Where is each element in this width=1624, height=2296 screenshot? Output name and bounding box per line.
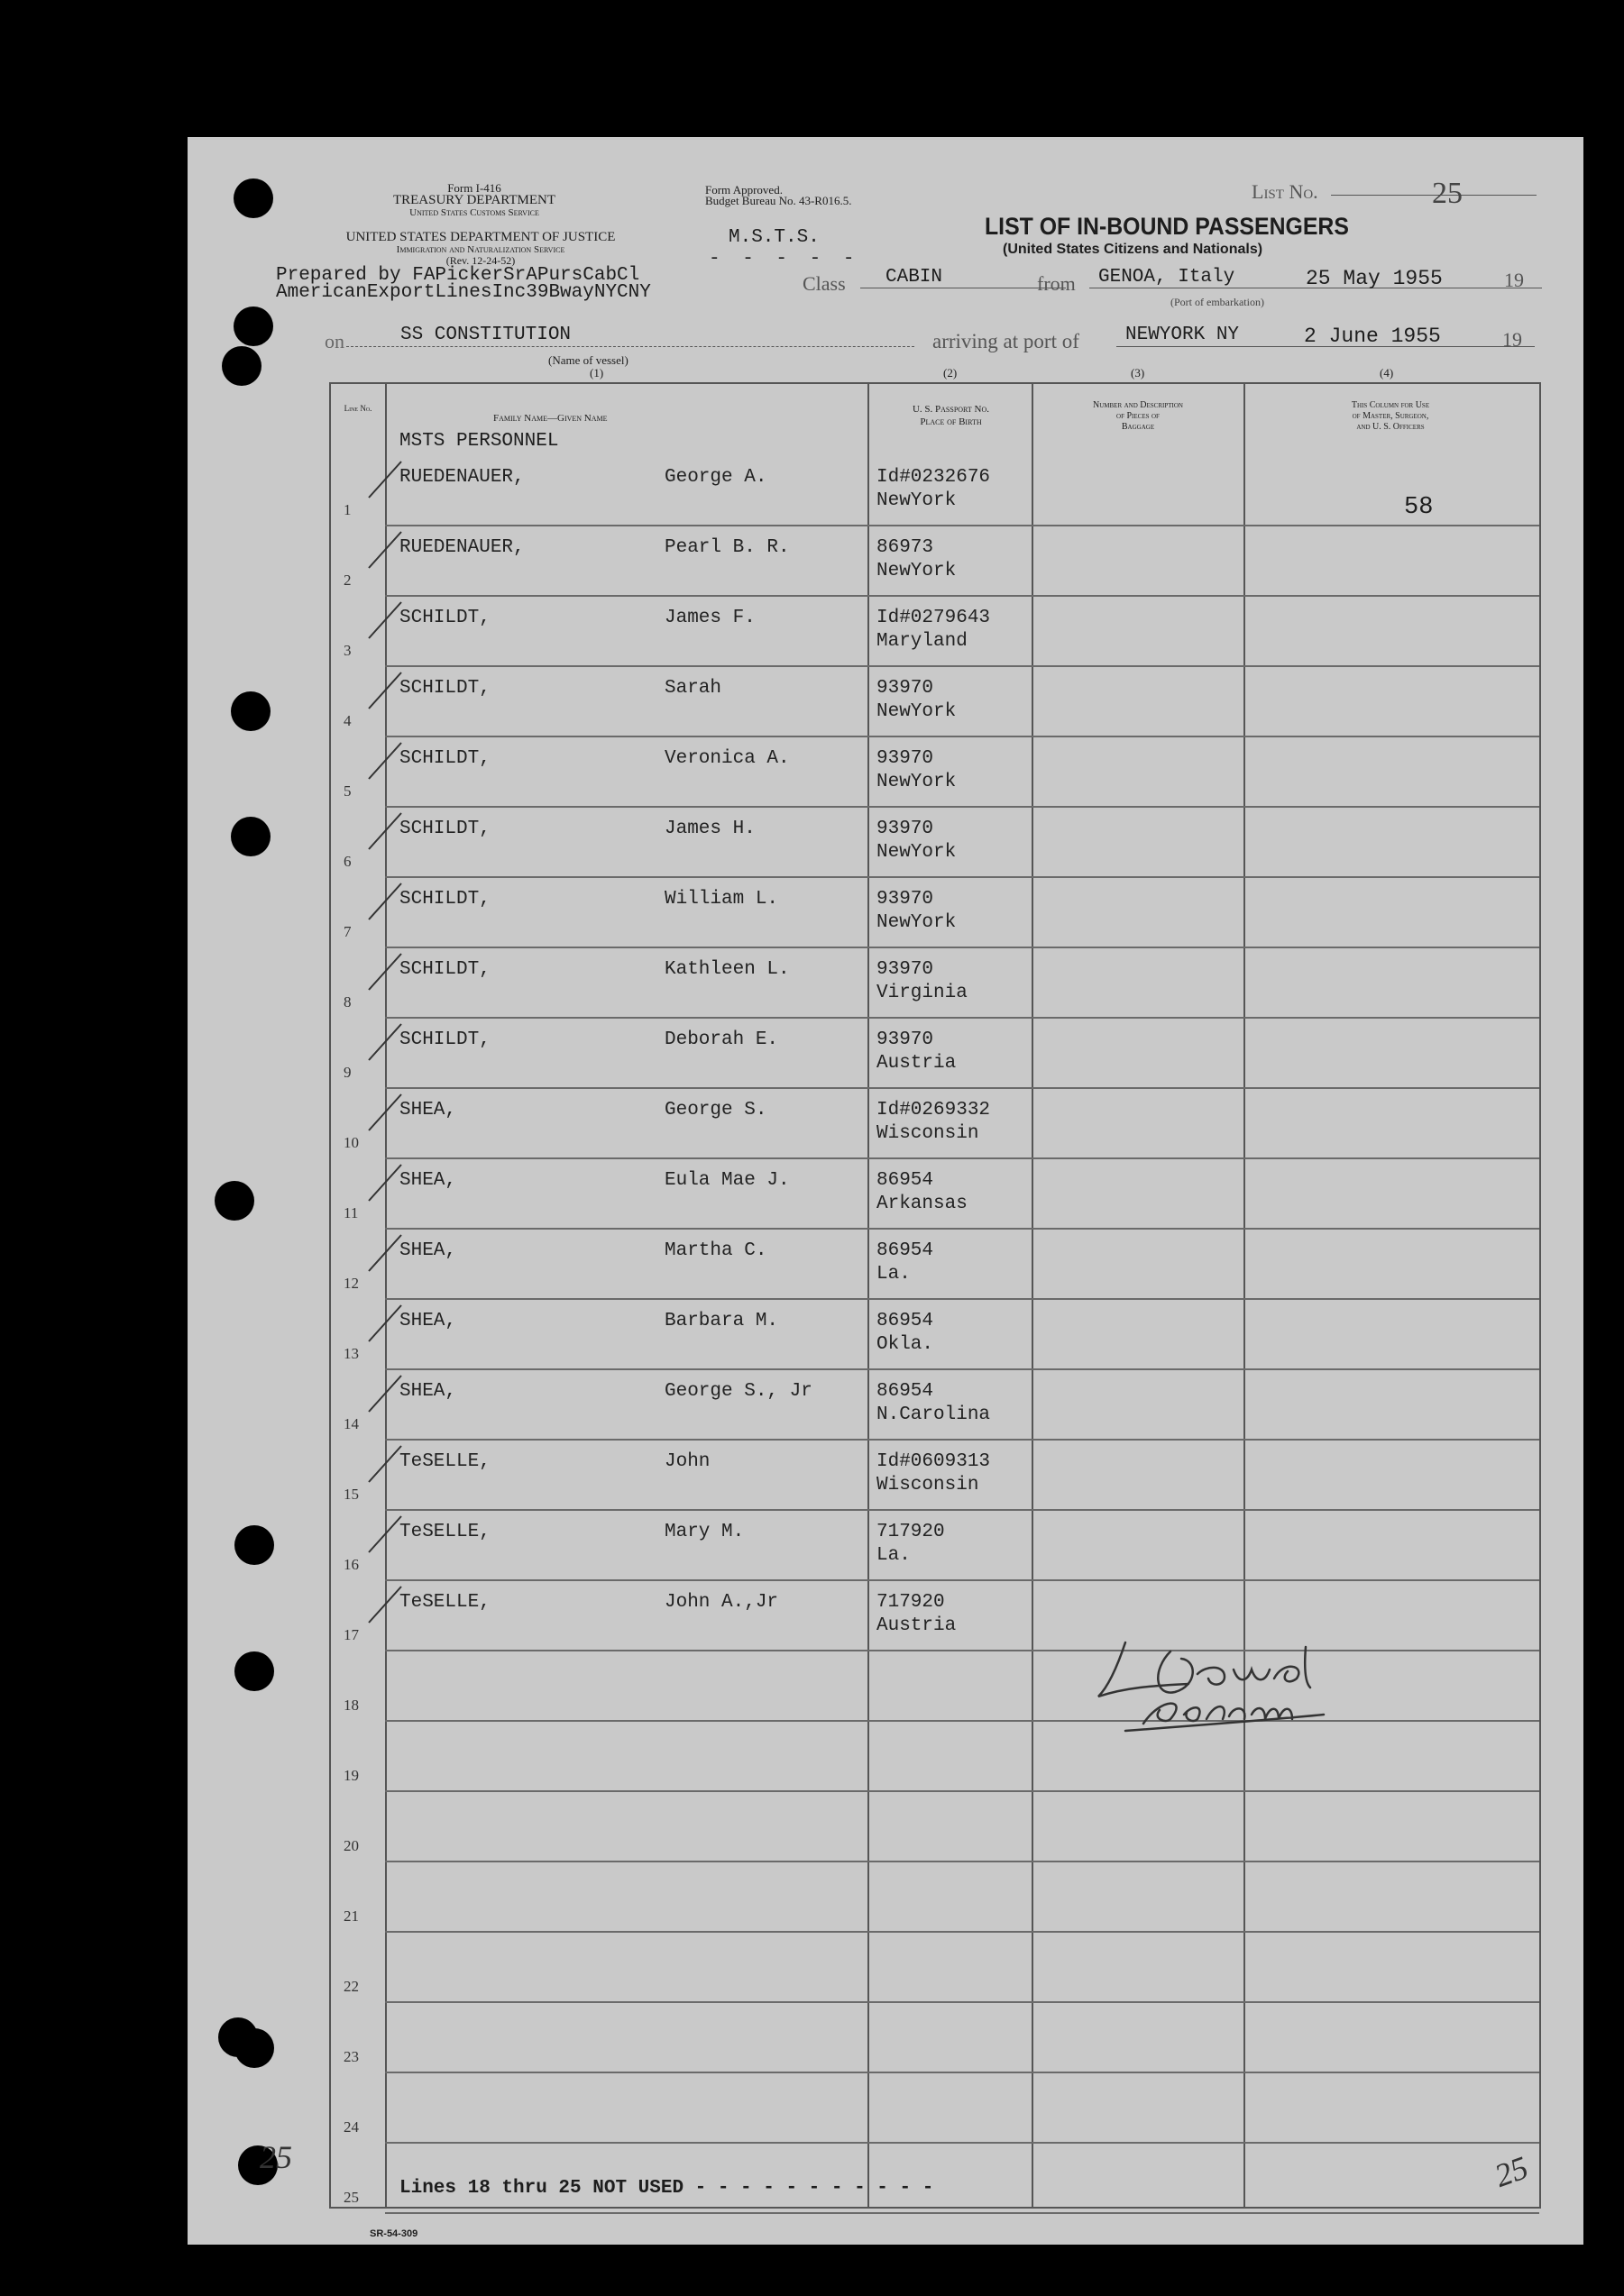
passport-no: Id#0279643	[876, 608, 991, 628]
given-name: George A.	[665, 467, 767, 488]
line-number: 11	[344, 1204, 359, 1221]
given-name: Eula Mae J.	[665, 1170, 790, 1191]
header-baggage-2: of Pieces of	[1116, 411, 1160, 421]
family-name: SCHILDT,	[399, 819, 491, 839]
given-name: John A.,Jr	[665, 1592, 779, 1613]
passport-no: 93970	[876, 889, 934, 910]
header-officers-2: of Master, Surgeon,	[1352, 411, 1429, 421]
place-of-birth: Wisconsin	[876, 1123, 979, 1144]
passport-no: 93970	[876, 678, 934, 699]
agency-code: M.S.T.S.	[729, 227, 820, 248]
given-name: Martha C.	[665, 1240, 767, 1261]
punch-hole	[234, 178, 273, 218]
family-name: SHEA,	[399, 1100, 457, 1121]
customs-service: United States Customs Service	[409, 207, 539, 218]
given-name: George S.	[665, 1100, 767, 1121]
agency-dashes: - - - - -	[709, 249, 860, 270]
arriving-year: 19	[1502, 328, 1522, 351]
place-of-birth: Austria	[876, 1615, 957, 1636]
family-name: TeSELLE,	[399, 1451, 491, 1472]
line-number: 2	[344, 572, 352, 589]
place-of-birth: NewYork	[876, 701, 957, 722]
given-name: Pearl B. R.	[665, 537, 790, 558]
family-name: SHEA,	[399, 1381, 457, 1402]
family-name: SCHILDT,	[399, 889, 491, 910]
line-number: 16	[344, 1556, 359, 1573]
passport-no: Id#0609313	[876, 1451, 991, 1472]
prepared-by-line2: AmericanExportLinesInc39BwayNYCNY	[276, 282, 651, 303]
table-row	[331, 1862, 1539, 1933]
passport-no: 93970	[876, 959, 934, 980]
family-name: TeSELLE,	[399, 1522, 491, 1542]
family-name: SHEA,	[399, 1170, 457, 1191]
punch-hole	[231, 691, 271, 731]
header-baggage-3: Baggage	[1121, 422, 1155, 432]
place-of-birth: NewYork	[876, 490, 957, 511]
line-number: 18	[344, 1697, 359, 1714]
place-of-birth: Arkansas	[876, 1194, 968, 1214]
col-num-2: (2)	[943, 366, 958, 380]
given-name: Deborah E.	[665, 1029, 779, 1050]
given-name: George S., Jr	[665, 1381, 812, 1402]
vessel-line	[346, 346, 914, 347]
passport-no: 93970	[876, 819, 934, 839]
page-mark-right: 25	[1490, 2149, 1533, 2194]
vessel-col: (1)	[590, 366, 604, 380]
given-name: Barbara M.	[665, 1311, 779, 1331]
passport-no: 93970	[876, 748, 934, 769]
family-name: RUEDENAUER,	[399, 467, 525, 488]
table-row	[331, 1511, 1539, 1581]
line-number: 22	[344, 1978, 359, 1995]
table-row	[331, 737, 1539, 808]
list-no-value: 25	[1432, 177, 1463, 210]
on-label: on	[325, 330, 344, 352]
line-number: 10	[344, 1134, 359, 1151]
manifest-sheet	[188, 137, 1583, 2245]
line-number: 3	[344, 642, 352, 659]
passport-no: 717920	[876, 1592, 945, 1613]
place-of-birth: NewYork	[876, 912, 957, 933]
line-number: 1	[344, 501, 352, 518]
header-line-no: Line No.	[344, 404, 372, 413]
passport-no: 86954	[876, 1381, 934, 1402]
given-name: William L.	[665, 889, 779, 910]
page-mark-left: 25	[260, 2139, 292, 2175]
port-embark-label: (Port of embarkation)	[1170, 296, 1264, 308]
header-officers-1: This Column for Use	[1351, 400, 1430, 410]
form-number: Form I-416	[447, 181, 501, 195]
table-row	[331, 597, 1539, 667]
punch-hole	[222, 346, 261, 386]
table-row	[331, 2073, 1539, 2144]
place-of-birth: Okla.	[876, 1334, 934, 1355]
family-name: SCHILDT,	[399, 748, 491, 769]
col-num-3: (3)	[1131, 366, 1145, 380]
prepared-by-line1: Prepared by FAPickerSrAPursCabCl	[276, 265, 640, 286]
group-label: MSTS PERSONNEL	[399, 431, 559, 452]
unused-note: Lines 18 thru 25 NOT USED - - - - - - - - - - -	[399, 2178, 934, 2199]
family-name: TeSELLE,	[399, 1592, 491, 1613]
family-name: SCHILDT,	[399, 678, 491, 699]
form-subtitle: (United States Citizens and Nationals)	[1003, 242, 1263, 257]
table-row	[331, 1792, 1539, 1862]
line-number: 8	[344, 993, 352, 1011]
passport-no: 86973	[876, 537, 934, 558]
given-name: James H.	[665, 819, 756, 839]
table-row	[331, 456, 1539, 526]
list-no-label: List No.	[1252, 180, 1318, 203]
given-name: Veronica A.	[665, 748, 790, 769]
line-number: 13	[344, 1345, 359, 1362]
punch-hole	[234, 1525, 274, 1565]
passenger-table	[329, 382, 1541, 2209]
header-name: Family Name—Given Name	[493, 413, 608, 424]
arriving-label: arriving at port of	[932, 330, 1079, 352]
family-name: RUEDENAUER,	[399, 537, 525, 558]
table-row	[331, 808, 1539, 878]
family-name: SCHILDT,	[399, 959, 491, 980]
line-number: 6	[344, 853, 352, 870]
line-number: 9	[344, 1064, 352, 1081]
revision: (Rev. 12-24-52)	[445, 254, 516, 267]
table-row	[331, 2003, 1539, 2073]
form-title: LIST OF IN-BOUND PASSENGERS	[985, 213, 1349, 240]
table-row	[331, 1159, 1539, 1230]
officer-note: 58	[1404, 494, 1434, 521]
from-label: from	[1037, 272, 1076, 295]
class-value: CABIN	[860, 267, 1066, 288]
form-approved: Form Approved.	[705, 183, 783, 197]
place-of-birth: NewYork	[876, 561, 957, 581]
table-row	[331, 948, 1539, 1019]
from-value: GENOA, Italy	[1089, 267, 1542, 288]
from-year: 19	[1504, 269, 1524, 291]
passport-no: 93970	[876, 1029, 934, 1050]
family-name: SCHILDT,	[399, 1029, 491, 1050]
header-passport: U. S. Passport No.	[912, 404, 990, 415]
given-name: Sarah	[665, 678, 722, 699]
footer-code: SR-54-309	[370, 2228, 418, 2239]
arriving-port: NEWYORK NY	[1125, 325, 1240, 345]
passport-no: Id#0269332	[876, 1100, 991, 1121]
family-name: SHEA,	[399, 1240, 457, 1261]
family-name: SHEA,	[399, 1311, 457, 1331]
arriving-line	[1116, 346, 1535, 347]
passport-no: 86954	[876, 1240, 934, 1261]
place-of-birth: Wisconsin	[876, 1475, 979, 1496]
table-row	[331, 1089, 1539, 1159]
place-of-birth: Maryland	[876, 631, 968, 652]
table-row	[331, 1019, 1539, 1089]
place-of-birth: Virginia	[876, 983, 968, 1003]
punch-hole	[234, 2028, 274, 2068]
line-number: 24	[344, 2118, 359, 2136]
punch-hole	[234, 306, 273, 346]
header-baggage-1: Number and Description	[1093, 400, 1183, 410]
line-number: 15	[344, 1486, 359, 1503]
table-row	[331, 667, 1539, 737]
place-of-birth: NewYork	[876, 772, 957, 792]
table-row	[331, 526, 1539, 597]
ins-service: Immigration and Naturalization Service	[396, 244, 565, 255]
place-of-birth: Austria	[876, 1053, 957, 1074]
table-row	[331, 1300, 1539, 1370]
line-number: 19	[344, 1767, 359, 1784]
table-row	[331, 1441, 1539, 1511]
justice-dept: UNITED STATES DEPARTMENT OF JUSTICE	[345, 230, 616, 244]
line-number: 25	[344, 2189, 359, 2206]
punch-hole	[231, 817, 271, 856]
line-number: 12	[344, 1275, 359, 1292]
line-number: 4	[344, 712, 352, 729]
table-row	[331, 878, 1539, 948]
table-row	[331, 1933, 1539, 2003]
place-of-birth: La.	[876, 1264, 911, 1285]
punch-hole	[234, 1651, 274, 1691]
from-date: 25 May 1955	[1306, 267, 1443, 290]
line-number: 5	[344, 782, 352, 800]
place-of-birth: NewYork	[876, 842, 957, 863]
line-number: 7	[344, 923, 352, 940]
place-of-birth: La.	[876, 1545, 911, 1566]
punch-hole	[215, 1181, 254, 1221]
passport-no: 717920	[876, 1522, 945, 1542]
class-label: Class	[803, 272, 846, 295]
budget-bureau: Budget Bureau No. 43-R016.5.	[705, 194, 852, 207]
treasury-dept: TREASURY DEPARTMENT	[392, 193, 556, 207]
passport-no: 86954	[876, 1170, 934, 1191]
header-officers-3: and U. S. Officers	[1356, 422, 1425, 432]
arriving-date: 2 June 1955	[1304, 325, 1441, 348]
line-number: 17	[344, 1626, 359, 1643]
line-number: 23	[344, 2048, 359, 2065]
col-num-4: (4)	[1380, 366, 1394, 380]
family-name: SCHILDT,	[399, 608, 491, 628]
signature	[1089, 1633, 1360, 1742]
passport-no: Id#0232676	[876, 467, 991, 488]
table-row	[331, 1230, 1539, 1300]
header-birthplace: Place of Birth	[920, 416, 982, 427]
row-divider	[385, 2212, 1539, 2214]
given-name: James F.	[665, 608, 756, 628]
line-number: 14	[344, 1415, 359, 1432]
given-name: Mary M.	[665, 1522, 745, 1542]
table-row	[331, 1370, 1539, 1441]
vessel-name: SS CONSTITUTION	[400, 325, 572, 345]
line-number: 20	[344, 1837, 359, 1854]
passport-no: 86954	[876, 1311, 934, 1331]
given-name: Kathleen L.	[665, 959, 790, 980]
place-of-birth: N.Carolina	[876, 1404, 991, 1425]
given-name: John	[665, 1451, 711, 1472]
line-number: 21	[344, 1907, 359, 1925]
vessel-label: (Name of vessel)	[548, 353, 628, 367]
